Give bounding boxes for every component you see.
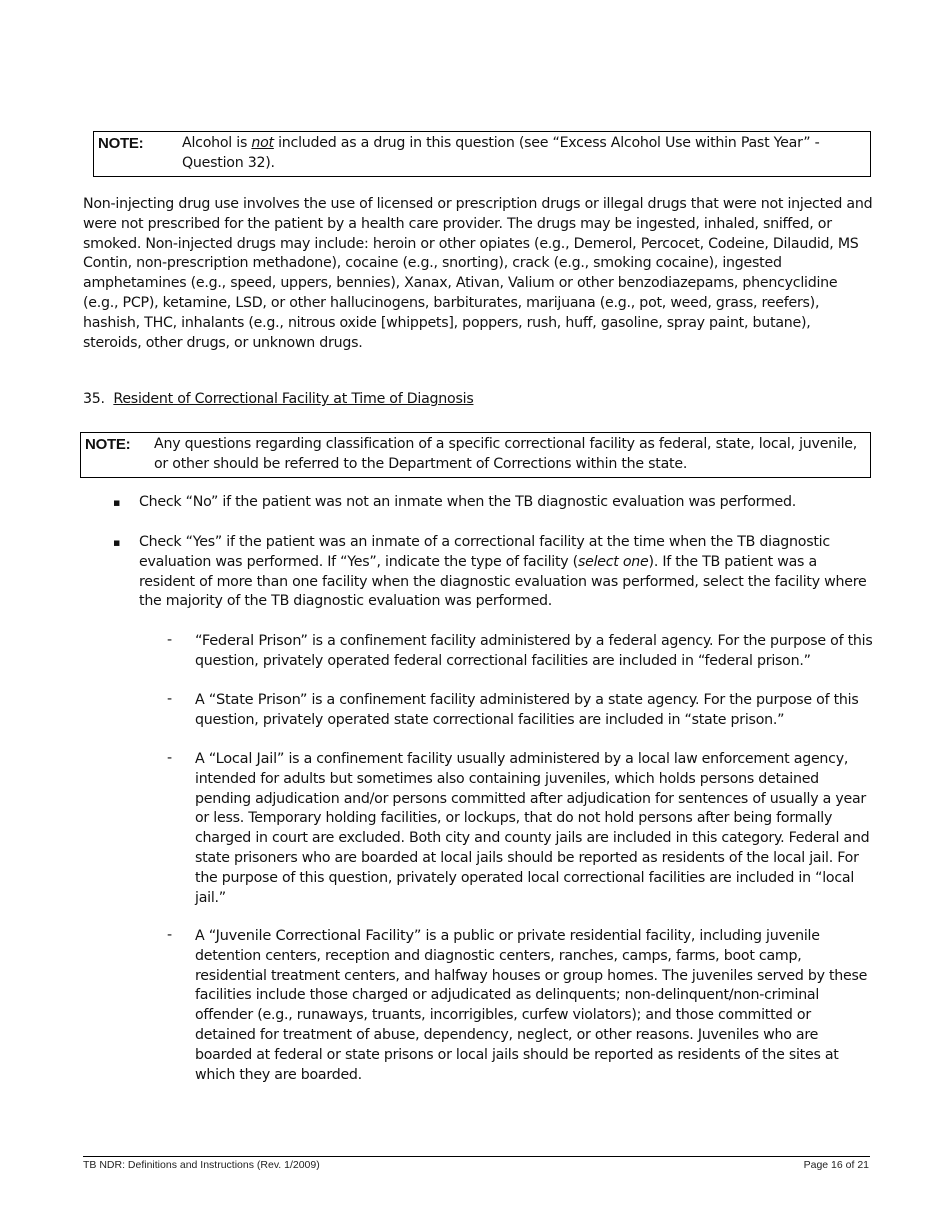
definition-text: is a confinement facility administered by a federal agency. For the purpose of this question, privately operated federal correctional facilities are included in “federal prison.” [195,633,873,669]
facility-definition [195,690,873,731]
note-text-part: Alcohol is [182,135,252,151]
bullet-icon: ▪ [113,496,121,509]
note-label: NOTE: [85,436,131,453]
correctional-note-text: Any questions regarding classification of a specific correctional facility as federal, state, local, juvenile, or other should be referred to the Department of Corrections within the state. [154,436,858,472]
bullet-text [139,533,873,612]
bullet-emphasis: select one [577,553,649,570]
definition-prefix: A [195,751,209,767]
note-emphasis: not [251,135,274,151]
facility-term: “State Prison” [208,691,308,708]
facility-definition [195,631,873,672]
facility-type-federal-prison [167,631,873,672]
dash-icon: - [167,632,172,648]
bullet-icon: ▪ [113,536,121,549]
list-item-check-no [113,493,873,513]
definition-text: is a confinement facility usually administered by a local law enforcement agency, intended for adults but sometimes also containing juveniles, which holds persons detained pending adjudication and/or persons committed after adjudication for sentences of usually a year or less. Temporary holding facilities, or lockups, that do not hold persons after being formally charged in court are excluded. Both city and county jails are included in this category. Federal and state prisoners who are boarded at local jails should be reported as residents of the local jail. For the purpose of this question, privately operated local correctional facilities are included in “local jail.” [195,751,870,906]
facility-definition [195,926,873,1085]
footer-divider [83,1156,870,1157]
footer-page-number: Page 16 of 21 [803,1159,869,1171]
facility-type-local-jail [167,749,873,908]
definition-text: is a public or private residential facility, including juvenile detention centers, reception and diagnostic centers, ranches, camps, farms, boot camp, residential treatment centers, and halfway houses or group homes. The juveniles served by these facilities include those charged or adjudicated as delinquents; non-delinquent/non-criminal offender (e.g., runaways, truants, incorrigibles, curfew violators); and those committed or detained for treatment of abuse, dependency, neglect, or other reasons. Juveniles who are boarded at federal or state prisons or local jails should be reported as residents of the sites at which they are boarded. [195,928,868,1083]
definition-prefix: A [195,928,209,944]
facility-term: “Local Jail” [208,750,285,767]
definition-prefix: A [195,692,209,708]
note-label: NOTE: [98,135,144,152]
bullet-text-part: ). If the TB patient was a resident of more than one facility when the diagnostic evaluation was performed, select the facility where the majority of the TB diagnostic evaluation was performed. [139,553,867,610]
section-35-heading [83,390,873,410]
bullet-text: Check “No” if the patient was not an inmate when the TB diagnostic evaluation was performed. [139,494,797,510]
alcohol-note-text [182,134,862,174]
note-text-part: included as a drug in this question (see “Excess Alcohol Use within Past Year” - Question 32). [182,135,820,171]
facility-type-state-prison [167,690,873,731]
non-injecting-drug-paragraph: Non-injecting drug use involves the use of licensed or prescription drugs or illegal drugs that were not injected and were not prescribed for the patient by a health care provider. The drugs may be ingested, inhaled, sniffed, or smoked. Non-injected drugs may include: heroin or other opiates (e.g., Demerol, Percocet, Codeine, Dilaudid, MS Contin, non-prescription methadone), cocaine (e.g., snorting), crack (e.g., smoking cocaine), ingested amphetamines (e.g., speed, uppers, bennies), Xanax, Ativan, Valium or other benzodiazepams, phencyclidine (e.g., PCP), ketamine, LSD, or other hallucinogens, barbiturates, marijuana (e.g., pot, weed, grass, reefers), hashish, THC, inhalants (e.g., nitrous oxide [whippets], poppers, rush, huff, gasoline, spray paint, butane), steroids, other drugs, or unknown drugs. [83,196,873,351]
footer-document-title: TB NDR: Definitions and Instructions (Rev. 1/2009) [83,1159,320,1171]
section-title: Resident of Correctional Facility at Time of Diagnosis [113,391,474,407]
list-item-check-yes [113,533,873,612]
facility-type-juvenile-correctional [167,926,873,1085]
alcohol-note-box [93,131,871,177]
section-number: 35. [83,391,105,407]
facility-term: “Juvenile Correctional Facility” [208,927,422,944]
dash-icon: - [167,927,172,943]
dash-icon: - [167,750,172,766]
correctional-note-box [80,432,871,478]
definition-text: is a confinement facility administered by a state agency. For the purpose of this question, privately operated state correctional facilities are included in “state prison.” [195,692,859,728]
dash-icon: - [167,691,172,707]
facility-definition [195,749,873,908]
bullet-text-part: Check “Yes” if the patient was an inmate of a correctional facility at the time when the TB diagnostic evaluation was performed. If “Yes”, indicate the type of facility ( [139,534,830,570]
facility-term: “Federal Prison” [195,632,308,649]
